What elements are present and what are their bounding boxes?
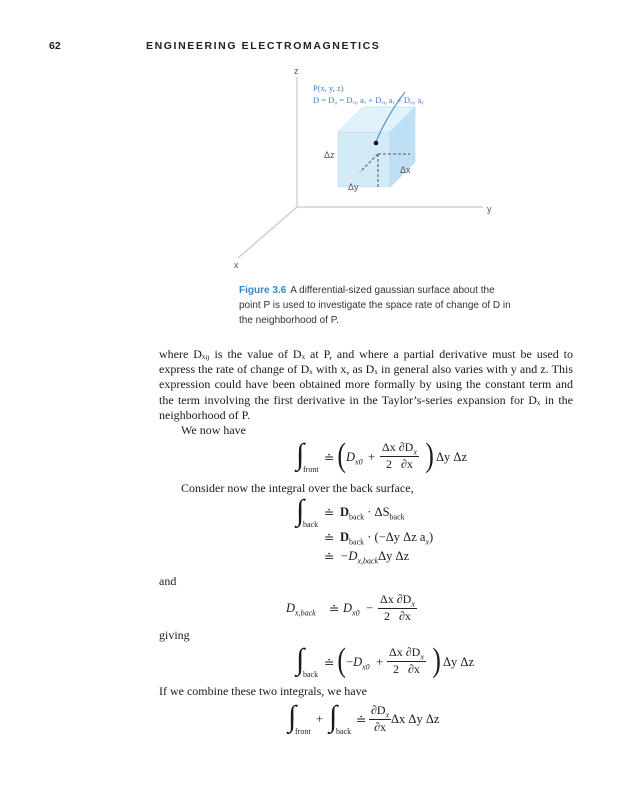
right-paren: ) xyxy=(425,437,434,474)
approx-sign: ≐ xyxy=(324,506,335,520)
text-and: and xyxy=(159,574,177,588)
field-expression: D = D₀ = Dₓ₀ aₓ + Dᵧ₀ aᵧ + Dᵪ₀ aᵪ xyxy=(313,95,424,105)
delta-y-label: Δy xyxy=(348,182,359,192)
cube-front-face xyxy=(338,132,390,187)
integral-sub-front: front xyxy=(295,727,311,736)
text-consider: Consider now the integral over the back surface, xyxy=(181,481,414,495)
integral-sign: ∫ xyxy=(329,700,338,733)
plus-sign: + xyxy=(376,655,384,669)
left-paren: ( xyxy=(337,437,346,474)
axis-label-y: y xyxy=(487,204,492,214)
dydz-term: Δy Δz xyxy=(443,655,474,669)
left-paren: ( xyxy=(337,642,346,679)
plus-sign: + xyxy=(316,712,324,726)
derivative-fraction: $\frac{\Delta x \partial D_x}{2 \partial x}$ xyxy=(382,440,417,472)
derivative-fraction: $\frac{\Delta x \partial D_x}{2 \partial x}$ xyxy=(380,592,415,624)
neg-dx0-term: $-D_{x0}$ xyxy=(346,655,370,672)
integral-sub-back: back xyxy=(336,727,352,736)
approx-sign: ≐ xyxy=(329,602,340,616)
axis-label-x: x xyxy=(234,260,239,270)
eq2-line1: $D_{back} \cdot \Delta S_{back}$ xyxy=(340,505,405,522)
eq2-line3: $-D_{x,back}\Delta y$ Δz xyxy=(340,549,410,566)
plus-sign: + xyxy=(368,450,376,464)
approx-sign: ≐ xyxy=(356,713,367,727)
minus-sign: − xyxy=(366,601,374,615)
right-paren: ) xyxy=(432,642,441,679)
integral-sign: ∫ xyxy=(296,494,305,527)
partial-fraction: $\frac{\partial D_x}{\partial x}$ xyxy=(371,703,390,735)
dx0-term: $D_{x0}$ xyxy=(346,450,363,467)
approx-sign: ≐ xyxy=(324,550,335,564)
dx0-term: $D_{x0}$ xyxy=(343,601,360,618)
integral-sub-back: back xyxy=(303,520,319,529)
approx-sign: ≐ xyxy=(324,656,335,670)
delta-x-label: Δx xyxy=(400,165,411,175)
integral-sub-front: front xyxy=(303,465,319,474)
integral-sign: ∫ xyxy=(288,700,297,733)
page-number: 62 xyxy=(49,40,61,52)
point-label: P(x, y, z) xyxy=(313,83,344,93)
dx-back-lhs: $D_{x,back}$ xyxy=(286,601,316,618)
axis-label-z: z xyxy=(294,66,299,76)
dxdydz-term: Δx Δy Δz xyxy=(391,712,440,726)
body-paragraph: where Dₓ₀ is the value of Dₓ at P, and where a partial derivative must be used to express the rate of change of Dₓ with x, as Dₓ in general also varies with y and z. This expression could have been obtained more formally by using the constant term and the term involving the first derivative in the Taylor’s-series expansion for Dₓ in the neighborhood of P. xyxy=(159,347,573,422)
caption-text: A differential-sized gaussian surface about the point P is used to investigate the space rate of change of D in the neighborhood of P. xyxy=(239,285,511,326)
running-header-title: ENGINEERING ELECTROMAGNETICS xyxy=(146,40,381,52)
text-combine: If we combine these two integrals, we have xyxy=(159,684,367,698)
approx-sign: ≐ xyxy=(324,531,335,545)
eq2-line2: $D_{back} \cdot (-\Delta y$ Δz $a_x$) xyxy=(340,530,434,547)
integral-sign: ∫ xyxy=(296,643,305,676)
approx-sign: ≐ xyxy=(324,451,335,465)
derivative-fraction: $\frac{\Delta x \partial D_x}{2 \partial x}$ xyxy=(389,645,424,677)
point-p xyxy=(374,141,379,146)
figure-tag: Figure 3.6 xyxy=(239,285,287,296)
text-giving: giving xyxy=(159,628,190,642)
gaussian-surface-figure xyxy=(200,62,520,277)
integral-sign: ∫ xyxy=(296,438,305,471)
delta-z-label: Δz xyxy=(324,150,335,160)
text-we-now-have: We now have xyxy=(181,423,247,437)
x-axis xyxy=(238,207,297,258)
dydz-term: Δy Δz xyxy=(436,450,467,464)
figure-caption xyxy=(239,283,519,328)
integral-sub-back: back xyxy=(303,670,319,679)
